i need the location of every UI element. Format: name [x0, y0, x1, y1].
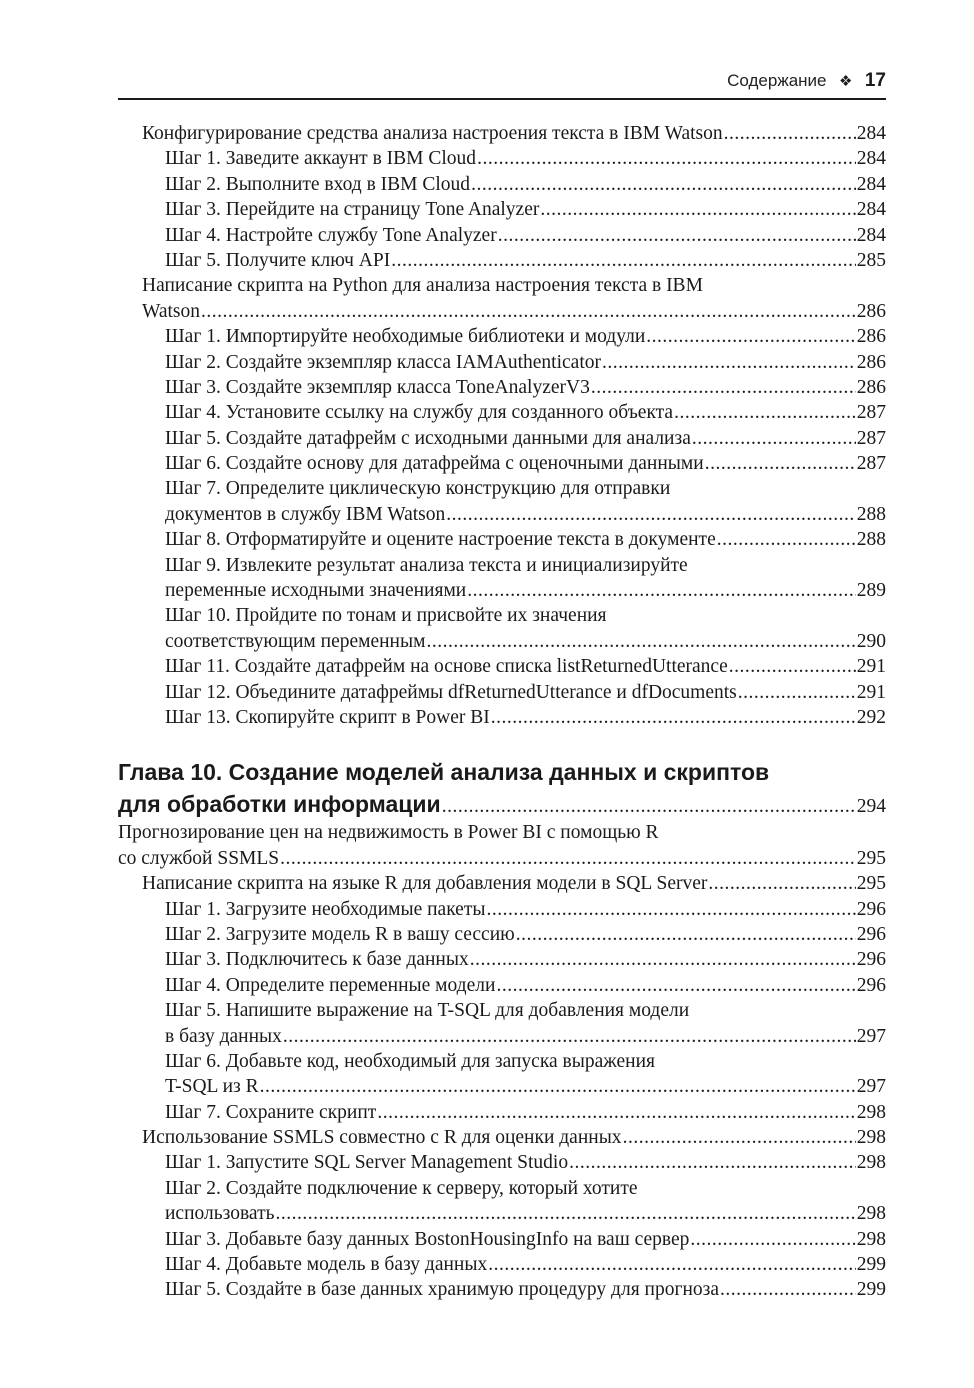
dot-leader — [426, 629, 855, 654]
toc-entry[interactable] — [118, 1252, 886, 1277]
toc-entry[interactable] — [118, 146, 886, 171]
toc-entry[interactable] — [118, 527, 886, 552]
toc-entry[interactable] — [118, 1125, 886, 1150]
toc-entry-page: 295 — [856, 847, 886, 869]
dot-leader — [720, 1277, 856, 1302]
toc-entry[interactable] — [118, 299, 886, 324]
toc-entry[interactable] — [118, 897, 886, 922]
table-of-contents — [118, 121, 886, 1303]
dot-leader — [391, 248, 856, 273]
dot-leader — [674, 400, 856, 425]
dot-leader — [729, 654, 856, 679]
toc-entry-text: Шаг 1. Заведите аккаунт в IBM Cloud — [165, 148, 477, 170]
chapter-heading-line2[interactable] — [118, 788, 886, 820]
toc-entry[interactable] — [118, 846, 886, 871]
dot-leader — [477, 146, 856, 171]
toc-entry-page: 286 — [856, 351, 886, 373]
dot-leader — [540, 197, 855, 222]
toc-entry-page: 298 — [856, 1228, 886, 1250]
dot-leader — [377, 1100, 855, 1125]
chapter-heading-line1[interactable] — [118, 756, 886, 788]
dot-leader — [446, 502, 856, 527]
toc-entry-text: Шаг 5. Напишите выражение на T-SQL для добавления модели — [165, 1000, 690, 1022]
dot-leader — [569, 1150, 856, 1175]
toc-entry[interactable] — [118, 654, 886, 679]
toc-entry[interactable] — [118, 922, 886, 947]
toc-entry[interactable] — [118, 1176, 886, 1201]
dot-leader — [260, 1074, 856, 1099]
toc-entry[interactable] — [118, 553, 886, 578]
dot-leader — [646, 324, 855, 349]
toc-entry-text: соответствующим переменным — [165, 630, 426, 652]
toc-entry[interactable] — [118, 1049, 886, 1074]
toc-entry[interactable] — [118, 1024, 886, 1049]
toc-entry[interactable] — [118, 375, 886, 400]
toc-entry-text: Прогнозирование цен на недвижимость в Power BI с помощью R — [118, 822, 659, 844]
toc-entry-page: 296 — [856, 974, 886, 996]
toc-entry[interactable] — [118, 629, 886, 654]
toc-entry-text: Шаг 4. Добавьте модель в базу данных — [165, 1254, 488, 1276]
toc-entry-page: 298 — [856, 1127, 886, 1149]
toc-entry-text: Шаг 4. Настройте службу Tone Analyzer — [165, 224, 497, 246]
toc-entry-page: 284 — [856, 199, 886, 221]
dot-leader — [280, 846, 856, 871]
page-number: 17 — [864, 70, 886, 91]
toc-entry-page: 295 — [856, 873, 886, 895]
toc-entry[interactable] — [118, 476, 886, 501]
toc-entry-text: Шаг 8. Отформатируйте и оцените настроение текста в документе — [165, 529, 716, 551]
toc-entry[interactable] — [118, 502, 886, 527]
dot-leader — [602, 350, 856, 375]
toc-entry-page: 287 — [856, 453, 886, 475]
dot-leader — [591, 375, 856, 400]
toc-entry-page: 289 — [856, 580, 886, 602]
toc-entry[interactable] — [118, 871, 886, 896]
dot-leader — [690, 1227, 855, 1252]
toc-entry-text: Шаг 11. Создайте датафрейм на основе списка listReturnedUtterance — [165, 656, 728, 678]
toc-entry-text: Шаг 4. Установите ссылку на службу для созданного объекта — [165, 402, 674, 424]
toc-entry-page: 287 — [856, 427, 886, 449]
toc-entry-page: 284 — [856, 123, 886, 144]
toc-entry[interactable] — [118, 273, 886, 298]
dot-leader — [623, 1125, 856, 1150]
toc-section-chapter-9 — [118, 121, 886, 730]
toc-entry-page: 299 — [856, 1254, 886, 1276]
toc-entry-text: Шаг 7. Определите циклическую конструкцию для отправки — [165, 478, 671, 500]
toc-entry-page: 296 — [856, 898, 886, 920]
running-header-title: Содержание — [727, 71, 827, 90]
toc-entry[interactable] — [118, 820, 886, 845]
toc-entry-page: 288 — [856, 529, 886, 551]
toc-entry-text: Шаг 6. Добавьте код, необходимый для запуска выражения — [165, 1050, 655, 1072]
toc-entry-text: Конфигурирование средства анализа настроения текста в IBM Watson — [142, 123, 723, 144]
dot-leader — [470, 947, 856, 972]
toc-entry[interactable] — [118, 705, 886, 730]
toc-entry-page: 296 — [856, 923, 886, 945]
toc-entry-page: 288 — [856, 503, 886, 525]
toc-entry[interactable] — [118, 1227, 886, 1252]
toc-entry-page: 297 — [856, 1025, 886, 1047]
toc-entry-text: Шаг 3. Перейдите на страницу Tone Analyzer — [165, 199, 540, 221]
toc-entry[interactable] — [118, 1277, 886, 1302]
toc-entry-text: Шаг 2. Загрузите модель R в вашу сессию — [165, 923, 515, 945]
dot-leader — [717, 527, 856, 552]
toc-entry[interactable] — [118, 248, 886, 273]
dot-leader — [467, 578, 856, 603]
toc-entry-text: T-SQL из R — [165, 1076, 259, 1098]
toc-entry-text: со службой SSMLS — [118, 847, 280, 869]
toc-entry-page: 297 — [856, 1076, 886, 1098]
toc-section-chapter-10 — [118, 820, 886, 1302]
toc-entry-page: 299 — [856, 1279, 886, 1301]
toc-entry-text: в базу данных — [165, 1025, 282, 1047]
toc-entry-text: Написание скрипта на Python для анализа настроения текста в IBM — [142, 275, 703, 297]
toc-entry-page: 285 — [856, 249, 886, 271]
dot-leader — [692, 426, 856, 451]
dot-leader — [516, 922, 856, 947]
toc-entry[interactable] — [118, 578, 886, 603]
chapter-title: Глава 10. Создание моделей анализа данных и скриптов — [118, 759, 770, 786]
toc-entry[interactable] — [118, 451, 886, 476]
toc-entry-text: Шаг 7. Сохраните скрипт — [165, 1101, 377, 1123]
toc-entry[interactable] — [118, 947, 886, 972]
toc-entry-page: 291 — [856, 656, 886, 678]
toc-entry-text: Использование SSMLS совместно с R для оценки данных — [142, 1127, 622, 1149]
dot-leader — [498, 223, 856, 248]
toc-entry-page: 290 — [856, 630, 886, 652]
toc-entry-page: 286 — [856, 300, 886, 322]
dot-leader — [283, 1024, 856, 1049]
toc-entry-page: 296 — [856, 949, 886, 971]
toc-entry-text: Шаг 1. Импортируйте необходимые библиотеки и модули — [165, 326, 646, 348]
toc-entry[interactable] — [118, 324, 886, 349]
toc-entry-page: 284 — [856, 148, 886, 170]
toc-entry-page: 287 — [856, 402, 886, 424]
toc-entry-text: Шаг 13. Скопируйте скрипт в Power BI — [165, 706, 490, 728]
dot-leader — [486, 897, 855, 922]
toc-entry-text: Шаг 10. Пройдите по тонам и присвойте их значения — [165, 605, 607, 627]
toc-entry-text: Шаг 1. Загрузите необходимые пакеты — [165, 898, 486, 920]
dot-leader — [738, 680, 856, 705]
toc-entry-text: Шаг 5. Создайте в базе данных хранимую процедуру для прогноза — [165, 1279, 720, 1301]
toc-entry-text: Шаг 9. Извлеките результат анализа текста и инициализируйте — [165, 554, 688, 576]
toc-entry-page: 298 — [856, 1101, 886, 1123]
dot-leader — [496, 973, 855, 998]
toc-entry-text: документов в службу IBM Watson — [165, 503, 446, 525]
toc-entry[interactable] — [118, 121, 886, 146]
toc-entry-page: 284 — [856, 173, 886, 195]
toc-entry-text: использовать — [165, 1203, 275, 1225]
toc-entry[interactable] — [118, 223, 886, 248]
toc-entry[interactable] — [118, 603, 886, 628]
toc-entry[interactable] — [118, 998, 886, 1023]
toc-entry-page: 284 — [856, 224, 886, 246]
dot-leader — [201, 299, 856, 324]
toc-entry[interactable] — [118, 426, 886, 451]
toc-entry-text: Шаг 2. Выполните вход в IBM Cloud — [165, 173, 471, 195]
toc-entry-text: Шаг 2. Создайте подключение к серверу, который хотите — [165, 1177, 638, 1199]
toc-entry-text: Шаг 5. Получите ключ API — [165, 249, 391, 271]
toc-entry-page: 292 — [856, 706, 886, 728]
toc-entry-page: 298 — [856, 1152, 886, 1174]
toc-entry[interactable] — [118, 973, 886, 998]
toc-entry-text: Написание скрипта на языке R для добавления модели в SQL Server — [142, 873, 708, 895]
toc-entry[interactable] — [118, 1201, 886, 1226]
chapter-title-cont: для обработки информации — [118, 791, 441, 818]
toc-entry-text: Шаг 1. Запустите SQL Server Management Studio — [165, 1152, 569, 1174]
toc-entry[interactable] — [118, 172, 886, 197]
dot-leader — [276, 1201, 856, 1226]
dot-leader — [488, 1252, 856, 1277]
toc-entry-text: Шаг 5. Создайте датафрейм с исходными данными для анализа — [165, 427, 691, 449]
toc-entry-text: переменные исходными значениями — [165, 580, 467, 602]
toc-entry-text: Watson — [142, 300, 201, 322]
toc-entry-text: Шаг 4. Определите переменные модели — [165, 974, 496, 996]
toc-entry[interactable] — [118, 400, 886, 425]
toc-entry[interactable] — [118, 197, 886, 222]
dot-leader — [491, 705, 856, 730]
toc-entry-text: Шаг 3. Подключитесь к базе данных — [165, 949, 469, 971]
chapter-page: 294 — [856, 796, 886, 818]
ornament-icon: ❖ — [838, 73, 853, 90]
toc-entry-page: 291 — [856, 681, 886, 703]
toc-entry-page: 286 — [856, 376, 886, 398]
toc-entry[interactable] — [118, 1100, 886, 1125]
toc-entry[interactable] — [118, 680, 886, 705]
dot-leader — [724, 121, 856, 146]
toc-entry[interactable] — [118, 1150, 886, 1175]
toc-entry-page: 286 — [856, 326, 886, 348]
toc-entry-text: Шаг 6. Создайте основу для датафрейма с оценочными данными — [165, 453, 704, 475]
dot-leader — [471, 172, 856, 197]
toc-entry-page: 298 — [856, 1203, 886, 1225]
toc-entry[interactable] — [118, 350, 886, 375]
toc-entry-text: Шаг 12. Объедините датафреймы dfReturnedUtterance и dfDocuments — [165, 681, 737, 703]
dot-leader — [442, 791, 856, 823]
toc-entry-text: Шаг 3. Добавьте базу данных BostonHousingInfo на ваш сервер — [165, 1228, 690, 1250]
toc-entry-text: Шаг 2. Создайте экземпляр класса IAMAuthenticator — [165, 351, 601, 373]
dot-leader — [705, 451, 856, 476]
toc-entry[interactable] — [118, 1074, 886, 1099]
toc-entry-text: Шаг 3. Создайте экземпляр класса ToneAnalyzerV3 — [165, 376, 590, 398]
dot-leader — [708, 871, 855, 896]
running-header — [118, 70, 886, 100]
